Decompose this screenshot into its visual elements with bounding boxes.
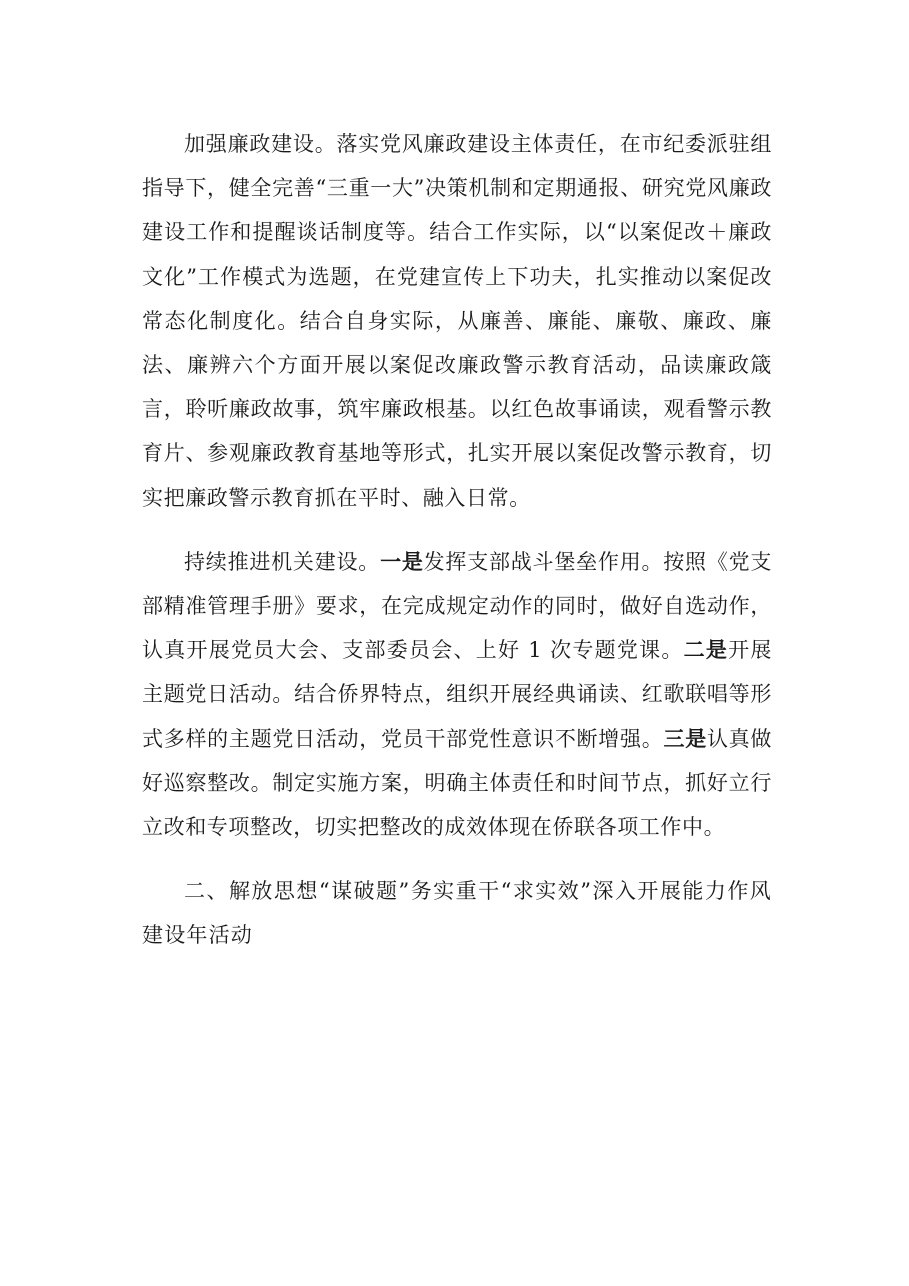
- paragraph-intro: 持续推进机关建设。: [184, 549, 381, 574]
- point-marker-3: 三是: [663, 726, 707, 751]
- point-marker-2: 二是: [683, 638, 729, 663]
- section-heading-2: 二、解放思想“谋破题”务实重干“求实效”深入开展能力作风建设年活动: [142, 879, 772, 948]
- point-marker-1: 一是: [380, 549, 424, 574]
- paragraph-integrity-building: 加强廉政建设。落实党风廉政建设主体责任，在市纪委派驻组指导下，健全完善“三重一大”决策机制和定期通报、研究党风廉政建设工作和提醒谈话制度等。结合工作实际，以“以案促改＋廉政文化”工作模式为选题，在党建宣传上下功夫，扎实推动以案促改常态化制度化。结合自身实际，从廉善、廉能、廉敬、廉政、廉法、廉辨六个方面开展以案促改廉政警示教育活动，品读廉政箴言，聆听廉政故事，筑牢廉政根基。以红色故事诵读，观看警示教育片、参观廉政教育基地等形式，扎实开展以案促改警示教育，切实把廉政警示教育抓在平时、融入日常。: [142, 132, 772, 510]
- document-page: [142, 122, 772, 958]
- point-text-1: 发挥支部战斗堡垒作用。按照《党支部精准管理手册》要求，在完成规定动作的同时，做好自选动作，认真开展党员大会、支部委员会、上好 1 次专题党课。: [142, 549, 772, 663]
- paragraph-organ-building: [142, 540, 772, 849]
- point-text-2: 开展主题党日活动。结合侨界特点，组织开展经典诵读、红歌联唱等形式多样的主题党日活动，党员干部党性意识不断增强。: [142, 638, 773, 751]
- point-text-3: 认真做好巡察整改。制定实施方案，明确主体责任和时间节点，抓好立行立改和专项整改，切实把整改的成效体现在侨联各项工作中。: [142, 726, 772, 840]
